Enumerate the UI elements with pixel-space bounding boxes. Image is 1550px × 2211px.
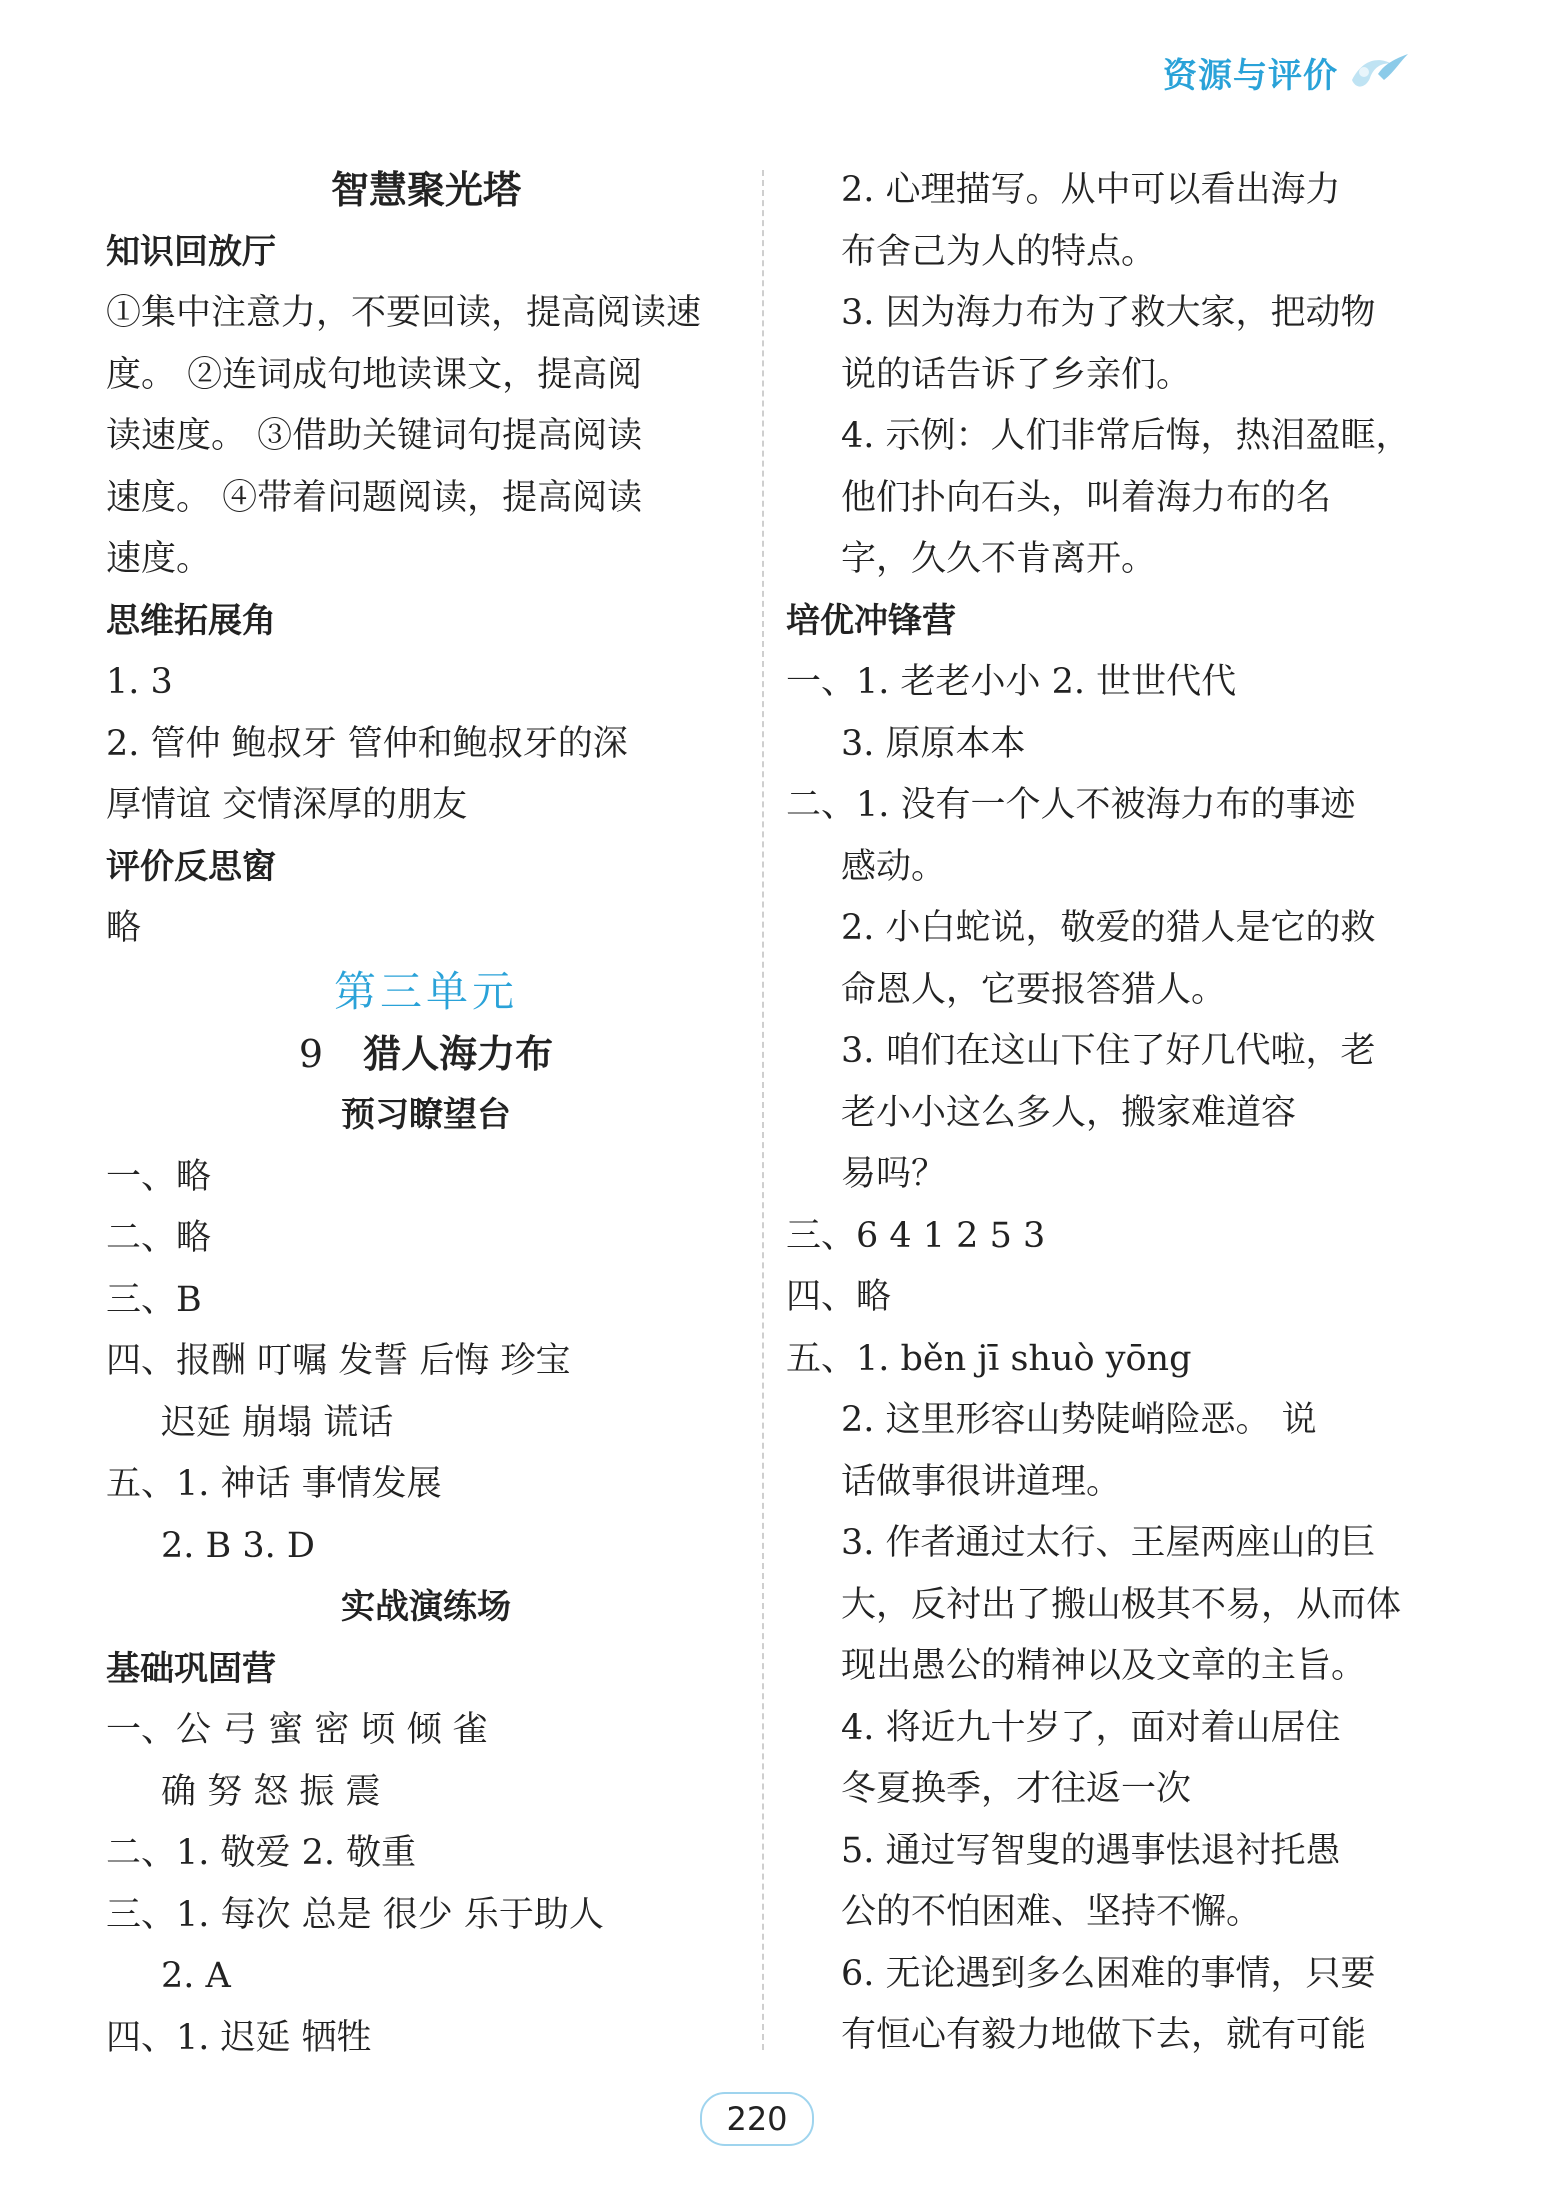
answer-line: 6. 无论遇到多么困难的事情，只要 [841, 1953, 1376, 1994]
subsection-heading: 预习瞭望台 [341, 1095, 511, 1135]
section-heading: 思维拓展角 [106, 600, 276, 641]
page-header [1163, 48, 1410, 97]
answer-line: 二、1. 没有一个人不被海力布的事迹 [786, 785, 1356, 825]
answer-line: 话做事很讲道理。 [841, 1461, 1122, 1502]
answer-line: 布舍己为人的特点。 [841, 231, 1157, 272]
answer-line: 现出愚公的精神以及文章的主旨。 [841, 1646, 1367, 1686]
answer-line: 2. B 3. D [161, 1525, 315, 1566]
answer-line: 速度。 ④带着问题阅读，提高阅读 [106, 477, 643, 518]
answer-line: 3. 作者通过太行、王屋两座山的巨 [841, 1523, 1376, 1563]
unit-heading: 第三单元 [333, 966, 518, 1016]
answer-line: 2. 管仲 鲍叔牙 管仲和鲍叔牙的深 [106, 723, 628, 764]
answer-line: 3. 因为海力布为了救大家，把动物 [841, 293, 1376, 333]
answer-line: 确 努 怒 振 震 [161, 1771, 381, 1812]
answer-line: 有恒心有毅力地做下去，就有可能 [841, 2015, 1367, 2055]
answer-line: 1. 3 [106, 662, 173, 702]
answer-line: 3. 咱们在这山下住了好几代啦，老 [841, 1031, 1376, 1071]
answer-line: 迟延 崩塌 谎话 [161, 1402, 394, 1443]
answer-line: ①集中注意力，不要回读，提高阅读速 [106, 293, 702, 333]
answer-line: 易吗？ [841, 1154, 947, 1194]
answer-line: 五、1. 神话 事情发展 [106, 1464, 442, 1504]
answer-line: 老小小这么多人，搬家难道容 [841, 1092, 1297, 1133]
answer-line: 冬夏换季，才往返一次 [841, 1769, 1192, 1809]
answer-line: 他们扑向石头，叫着海力布的名 [841, 477, 1332, 518]
answer-line: 四、报酬 叮嘱 发誓 后悔 珍宝 [106, 1341, 571, 1381]
answer-line: 命恩人，它要报答猎人。 [841, 969, 1227, 1010]
answer-line: 四、略 [786, 1277, 892, 1317]
lesson-title [106, 1024, 746, 1086]
answer-line: 一、略 [106, 1156, 212, 1197]
right-column [786, 160, 1426, 2067]
column-divider [762, 170, 764, 2050]
answer-line: 5. 通过写智叟的遇事怯退衬托愚 [841, 1830, 1341, 1871]
answer-line: 2. 这里形容山势陡峭险恶。 说 [841, 1400, 1317, 1440]
answer-line: 字，久久不肯离开。 [841, 539, 1157, 579]
page-number: 220 [700, 2092, 814, 2146]
answer-line: 感动。 [841, 846, 947, 887]
answer-line: 2. A [161, 1956, 231, 1996]
answer-line: 2. 小白蛇说，敬爱的猎人是它的救 [841, 908, 1376, 948]
answer-line: 四、1. 迟延 牺牲 [106, 2017, 372, 2058]
answer-line: 度。 ②连词成句地读课文，提高阅 [106, 354, 643, 395]
answer-line: 速度。 [106, 539, 212, 579]
answer-line: 二、1. 敬爱 2. 敬重 [106, 1833, 417, 1873]
answer-line: 略 [106, 908, 142, 948]
section-heading: 评价反思窗 [106, 846, 276, 887]
answer-line: 三、B [106, 1279, 202, 1320]
answer-line: 厚情谊 交情深厚的朋友 [106, 785, 468, 825]
answer-line: 2. 心理描写。从中可以看出海力 [841, 170, 1341, 210]
answer-line: 公的不怕困难、坚持不懈。 [841, 1892, 1262, 1932]
answer-line: 说的话告诉了乡亲们。 [841, 354, 1192, 395]
answer-line: 一、公 弓 蜜 密 顷 倾 雀 [106, 1710, 488, 1750]
answer-line: 3. 原原本本 [841, 723, 1026, 764]
subsection-heading: 实战演练场 [341, 1587, 511, 1627]
answer-line: 二、略 [106, 1218, 212, 1258]
lesson-name: 猎人海力布 [363, 1031, 554, 1076]
answer-line: 三、6 4 1 2 5 3 [786, 1215, 1046, 1256]
answer-line: 三、1. 每次 总是 很少 乐于助人 [106, 1894, 604, 1935]
section-title: 智慧聚光塔 [330, 168, 521, 212]
left-column [106, 160, 746, 2069]
answer-line: 读速度。 ③借助关键词句提高阅读 [106, 416, 643, 456]
section-heading: 基础巩固营 [106, 1648, 276, 1689]
answer-line: 4. 示例：人们非常后悔，热泪盈眶， [841, 416, 1411, 456]
answer-line: 五、1. běn jī shuò yōng [786, 1338, 1192, 1379]
answer-line: 大，反衬出了搬山极其不易，从而体 [841, 1584, 1402, 1625]
answer-line: 4. 将近九十岁了，面对着山居住 [841, 1707, 1341, 1748]
answer-line: 一、1. 老老小小 2. 世世代代 [786, 662, 1237, 702]
lesson-number: 9 [298, 1031, 324, 1076]
section-heading: 知识回放厅 [106, 231, 276, 272]
header-title: 资源与评价 [1163, 56, 1338, 96]
swoosh-icon [1348, 50, 1410, 96]
section-heading: 培优冲锋营 [786, 600, 956, 641]
